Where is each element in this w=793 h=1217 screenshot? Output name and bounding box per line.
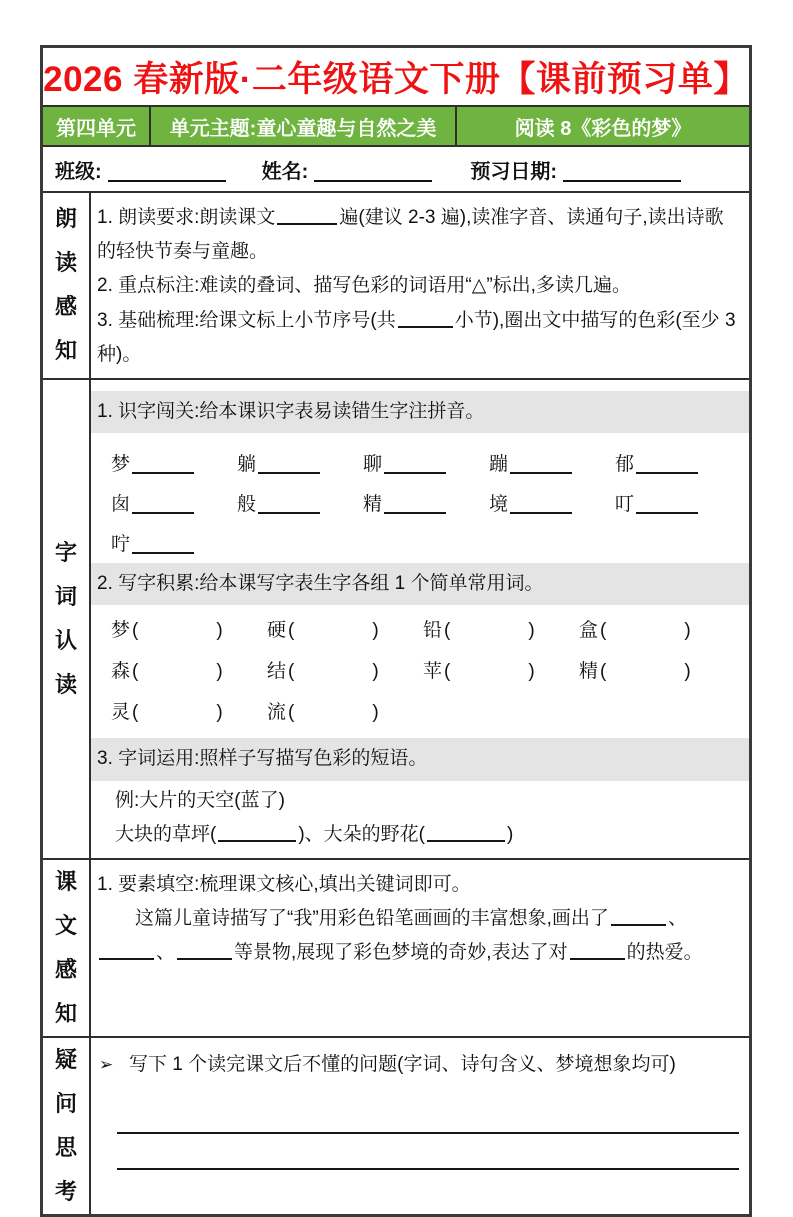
pinyin-item bbox=[111, 518, 237, 558]
pinyin-char: 聊 bbox=[363, 454, 383, 476]
section-questions-label: 疑问思考 bbox=[54, 1046, 77, 1204]
lesson-title-cell: 阅读 8《彩色的梦》 bbox=[514, 117, 692, 140]
color-phrase-practice: 大块的草坪( )、大朵的野花( ) bbox=[115, 823, 514, 845]
pinyin-item bbox=[237, 438, 363, 478]
pinyin-char: 蹦 bbox=[489, 454, 509, 476]
pinyin-char: 般 bbox=[237, 494, 257, 516]
reading-item-2: 2. 重点标注:难读的叠词、描写色彩的词语用“△”标出,多读几遍。 bbox=[97, 275, 631, 297]
unit-bar bbox=[43, 105, 749, 147]
section-label-column bbox=[43, 860, 91, 1036]
word-item: 森 ( ) bbox=[111, 651, 267, 692]
pinyin-char: 叮 bbox=[615, 494, 635, 516]
pinyin-blank[interactable] bbox=[258, 458, 320, 474]
reading-item-1: 1. 朗读要求:朗读课文 遍(建议 2-3 遍),读准字音、读通句子,读出诗歌的轻快节奏与童趣。 bbox=[97, 207, 724, 263]
pinyin-blank[interactable] bbox=[384, 498, 446, 514]
word-blank[interactable] bbox=[140, 704, 214, 722]
reading-times-blank[interactable] bbox=[277, 208, 337, 225]
color-phrase-example: 例:大片的天空(蓝了) bbox=[115, 789, 285, 811]
class-label: 班级: bbox=[55, 160, 102, 183]
pinyin-blank[interactable] bbox=[384, 458, 446, 474]
word-item: 精 ( ) bbox=[579, 651, 735, 692]
pinyin-blank[interactable] bbox=[132, 498, 194, 514]
name-blank[interactable] bbox=[314, 162, 432, 182]
section-questions-content bbox=[91, 1038, 749, 1214]
comprehension-paragraph: 这篇儿童诗描写了“我”用彩色铅笔画画的丰富想象,画出了 、、 等景物,展现了彩色梦境的奇妙,表达了对 的热爱。 bbox=[91, 902, 749, 970]
stanza-count-blank[interactable] bbox=[398, 311, 453, 328]
date-blank[interactable] bbox=[563, 162, 681, 182]
task3-heading: 3. 字词运用:照样子写描写色彩的短语。 bbox=[91, 738, 749, 780]
pinyin-blank[interactable] bbox=[132, 458, 194, 474]
word-blank[interactable] bbox=[608, 663, 682, 681]
word-char: 苹 bbox=[423, 660, 443, 682]
section-comprehension-label: 课文感知 bbox=[54, 868, 77, 1026]
date-label: 预习日期: bbox=[470, 160, 558, 183]
section-word-reading bbox=[43, 378, 749, 858]
word-char: 精 bbox=[579, 660, 599, 682]
word-item: 流 ( ) bbox=[267, 692, 423, 733]
pinyin-blank[interactable] bbox=[510, 458, 572, 474]
pinyin-item bbox=[111, 478, 237, 518]
answer-line-2[interactable] bbox=[117, 1134, 739, 1170]
pinyin-blank[interactable] bbox=[636, 498, 698, 514]
reading-item-3: 3. 基础梳理:给课文标上小节序号(共 小节),圈出文中描写的色彩(至少 3 种)。 bbox=[97, 309, 736, 365]
section-question-thinking bbox=[43, 1036, 749, 1214]
word-blank[interactable] bbox=[452, 622, 526, 640]
word-char: 盒 bbox=[579, 619, 599, 641]
word-building-grid bbox=[91, 608, 749, 735]
word-char: 铅 bbox=[423, 619, 443, 641]
worksheet bbox=[40, 45, 752, 1217]
pinyin-item bbox=[363, 478, 489, 518]
pinyin-item bbox=[363, 438, 489, 478]
page-title: 2026 春新版·二年级语文下册【课前预习单】 bbox=[43, 59, 749, 99]
scenery-blank-1[interactable] bbox=[611, 909, 666, 926]
section-label-column bbox=[43, 380, 91, 858]
section-label-column bbox=[43, 193, 91, 378]
word-item: 灵 ( ) bbox=[111, 692, 267, 733]
word-item: 硬 ( ) bbox=[267, 610, 423, 651]
answer-line-1[interactable] bbox=[117, 1082, 739, 1134]
word-char: 梦 bbox=[111, 619, 131, 641]
phrase-blank-1[interactable] bbox=[218, 825, 296, 842]
section-words-label: 字词认读 bbox=[54, 539, 77, 697]
pinyin-grid bbox=[91, 436, 749, 560]
word-blank[interactable] bbox=[296, 663, 370, 681]
section-words-content bbox=[91, 380, 749, 858]
word-blank[interactable] bbox=[608, 622, 682, 640]
word-char: 硬 bbox=[267, 619, 287, 641]
word-blank[interactable] bbox=[140, 622, 214, 640]
section-reading-label: 朗读感知 bbox=[54, 206, 77, 364]
comprehension-item-1: 1. 要素填空:梳理课文核心,填出关键词即可。 bbox=[97, 873, 471, 895]
task2-heading: 2. 写字积累:给本课写字表生字各组 1 个简单常用词。 bbox=[91, 563, 749, 605]
title-row bbox=[43, 48, 749, 105]
unit-number-cell: 第四单元 bbox=[43, 107, 151, 145]
section-reading-perception bbox=[43, 191, 749, 378]
phrase-blank-2[interactable] bbox=[427, 825, 505, 842]
section-comprehension-content bbox=[91, 860, 749, 1036]
pinyin-char: 囱 bbox=[111, 494, 131, 516]
pinyin-item bbox=[489, 438, 615, 478]
pinyin-char: 躺 bbox=[237, 454, 257, 476]
word-item: 苹 ( ) bbox=[423, 651, 579, 692]
arrow-bullet-icon: ➢ bbox=[99, 1054, 114, 1074]
pinyin-item bbox=[615, 478, 741, 518]
pinyin-blank[interactable] bbox=[258, 498, 320, 514]
word-blank[interactable] bbox=[296, 622, 370, 640]
pinyin-char: 梦 bbox=[111, 454, 131, 476]
name-label: 姓名: bbox=[261, 160, 309, 183]
word-item: 梦 ( ) bbox=[111, 610, 267, 651]
word-item: 铅 ( ) bbox=[423, 610, 579, 651]
section-reading-content bbox=[91, 193, 749, 378]
word-char: 灵 bbox=[111, 701, 131, 723]
scenery-blank-3[interactable] bbox=[177, 943, 232, 960]
section-text-comprehension bbox=[43, 858, 749, 1036]
word-blank[interactable] bbox=[452, 663, 526, 681]
word-item: 盒 ( ) bbox=[579, 610, 735, 651]
pinyin-item bbox=[489, 478, 615, 518]
info-row bbox=[43, 147, 749, 191]
pinyin-item bbox=[111, 438, 237, 478]
word-item: 结 ( ) bbox=[267, 651, 423, 692]
pinyin-item bbox=[615, 438, 741, 478]
scenery-blank-2[interactable] bbox=[99, 943, 154, 960]
pinyin-char: 郁 bbox=[615, 454, 635, 476]
word-char: 森 bbox=[111, 660, 131, 682]
task1-heading: 1. 识字闯关:给本课识字表易读错生字注拼音。 bbox=[91, 391, 749, 433]
class-blank[interactable] bbox=[108, 162, 226, 182]
word-blank[interactable] bbox=[140, 663, 214, 681]
unit-theme-cell: 单元主题:童心童趣与自然之美 bbox=[151, 107, 457, 145]
word-char: 流 bbox=[267, 701, 287, 723]
question-prompt: 写下 1 个读完课文后不懂的问题(字词、诗句含义、梦境想象均可) bbox=[129, 1053, 676, 1075]
love-object-blank[interactable] bbox=[570, 943, 625, 960]
word-char: 结 bbox=[267, 660, 287, 682]
pinyin-blank[interactable] bbox=[132, 538, 194, 554]
pinyin-item bbox=[237, 478, 363, 518]
pinyin-blank[interactable] bbox=[510, 498, 572, 514]
pinyin-char: 境 bbox=[489, 494, 509, 516]
section-label-column bbox=[43, 1038, 91, 1214]
pinyin-blank[interactable] bbox=[636, 458, 698, 474]
question-prompt-line bbox=[91, 1046, 749, 1082]
word-blank[interactable] bbox=[296, 704, 370, 722]
pinyin-char: 咛 bbox=[111, 534, 131, 556]
pinyin-char: 精 bbox=[363, 494, 383, 516]
